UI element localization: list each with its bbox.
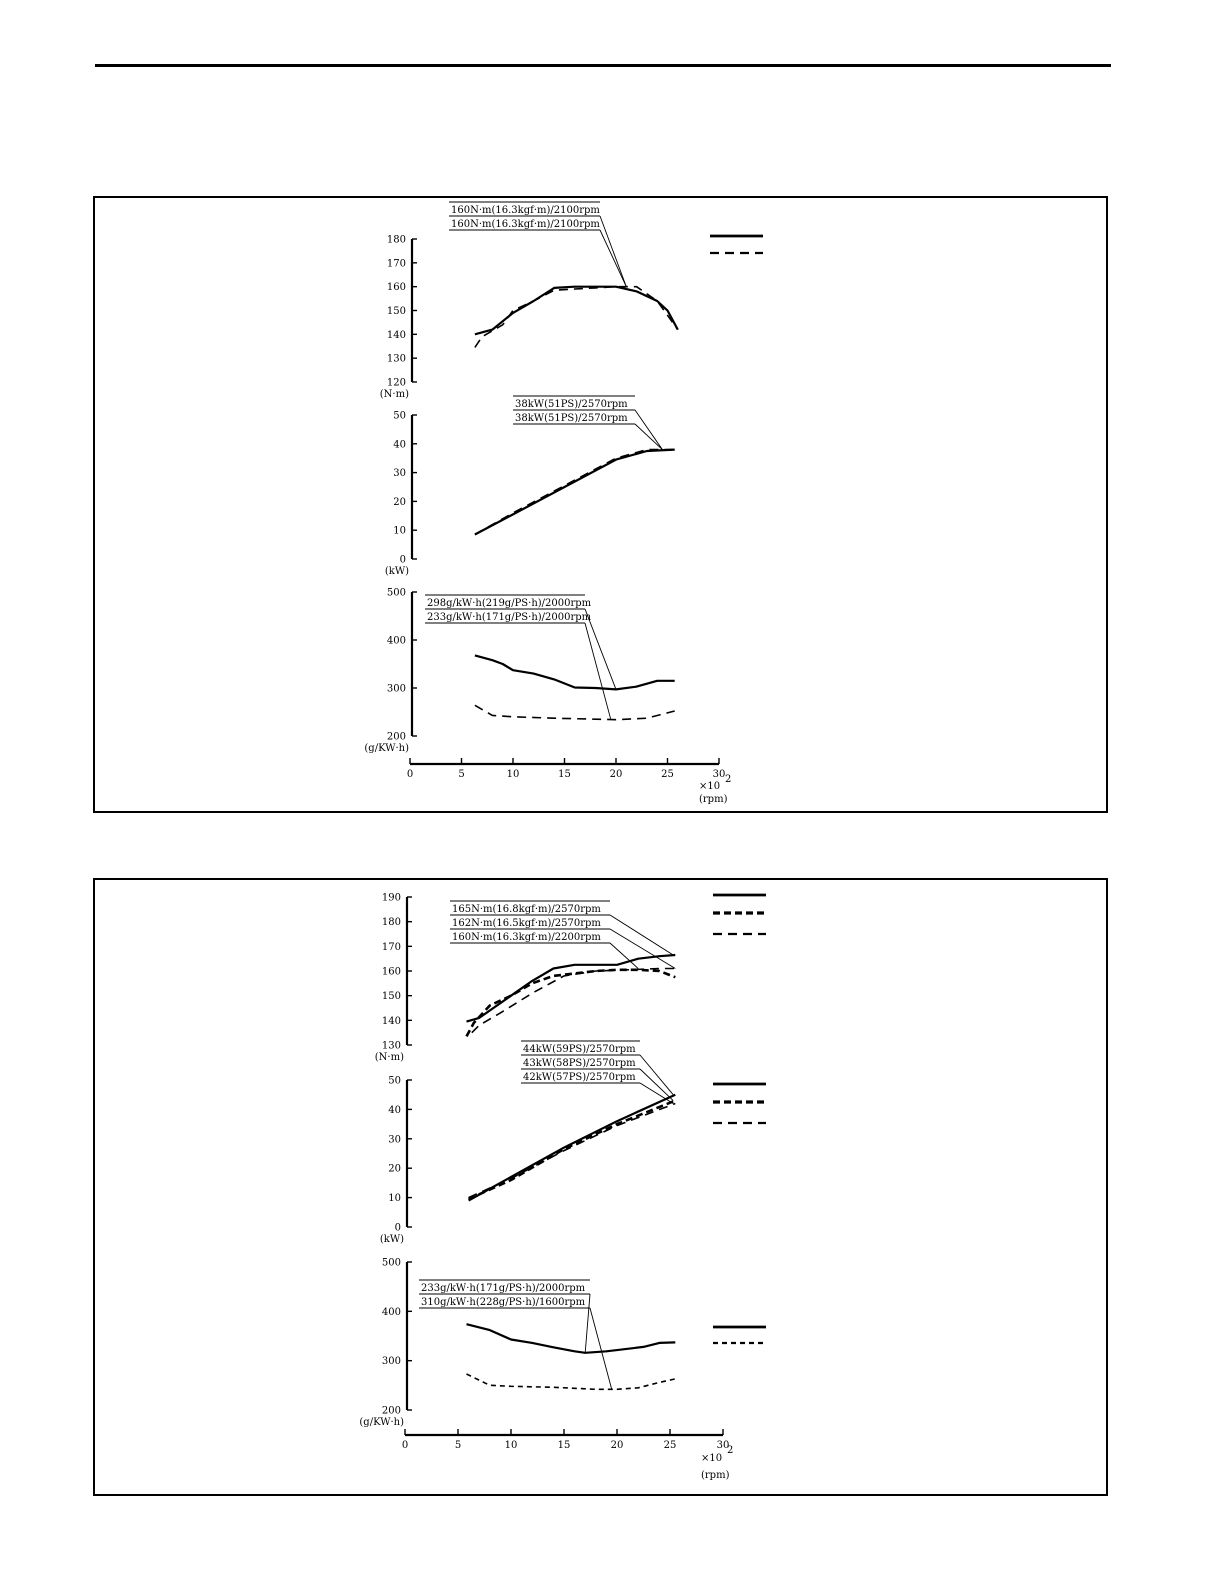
series-line-torque-2: [467, 970, 676, 1037]
x-tick-label: 10: [506, 769, 520, 780]
y-tick-label: 130: [381, 1040, 401, 1052]
series-line-bsfc-1: [475, 655, 675, 689]
x-unit-label: (rpm): [699, 794, 728, 805]
y-tick-label: 140: [386, 329, 406, 341]
x-multiplier: ×10: [699, 781, 721, 792]
y-tick-label: 300: [386, 683, 406, 695]
callout-label: 160N·m(16.3kgf·m)/2100rpm: [451, 205, 600, 216]
x-tick-label: 5: [458, 769, 465, 780]
chart-1-svg: [95, 198, 1106, 811]
y-tick-label: 400: [386, 635, 406, 647]
callout-leader: [640, 1083, 673, 1104]
y-tick-label: 30: [388, 1134, 401, 1146]
y-tick-label: 180: [381, 917, 401, 929]
y-tick-label: 130: [386, 353, 406, 365]
series-line-power-1: [475, 450, 675, 535]
callout-label: 160N·m(16.3kgf·m)/2100rpm: [451, 219, 600, 230]
x-multiplier-exponent: 2: [725, 774, 732, 785]
x-tick-label: 30: [712, 769, 726, 780]
x-tick-label: 15: [558, 769, 571, 780]
y-tick-label: 170: [386, 258, 406, 270]
series-line-torque-1: [467, 955, 676, 1022]
callout-label: 310g/kW·h(228g/PS·h)/1600rpm: [421, 1297, 586, 1308]
callout-leader: [640, 1055, 673, 1095]
series-line-bsfc-1: [467, 1324, 676, 1353]
callout-leader: [635, 410, 662, 450]
x-tick-label: 15: [557, 1440, 571, 1451]
y-tick-label: 20: [388, 1163, 401, 1175]
callout-label: 165N·m(16.8kgf·m)/2570rpm: [452, 904, 601, 915]
y-tick-label: 160: [386, 282, 406, 294]
x-tick-label: 10: [504, 1440, 518, 1451]
x-multiplier-exponent: 2: [727, 1445, 734, 1456]
callout-label: 233g/kW·h(171g/PS·h)/2000rpm: [427, 612, 592, 623]
callout-leader: [610, 929, 675, 969]
callout-label: 43kW(58PS)/2570rpm: [523, 1058, 636, 1069]
x-tick-label: 5: [454, 1440, 462, 1451]
y-tick-label: 30: [393, 468, 406, 480]
y-tick-label: 10: [393, 525, 406, 537]
y-tick-label: 140: [381, 1015, 401, 1027]
y-unit-label: (kW): [384, 566, 409, 577]
x-tick-label: 20: [610, 1440, 624, 1451]
y-unit-label: (N·m): [379, 389, 409, 400]
callout-label: 38kW(51PS)/2570rpm: [515, 413, 628, 424]
x-tick-label: 25: [661, 769, 674, 780]
y-tick-label: 150: [381, 991, 401, 1003]
callout-label: 162N·m(16.5kgf·m)/2570rpm: [452, 918, 601, 929]
y-tick-label: 50: [388, 1075, 401, 1087]
callout-label: 38kW(51PS)/2570rpm: [515, 399, 628, 410]
y-tick-label: 0: [399, 554, 406, 566]
callout-leader: [585, 1294, 590, 1353]
y-tick-label: 150: [386, 306, 406, 317]
series-line-power-3: [469, 1104, 676, 1198]
callout-leader: [640, 1069, 673, 1101]
y-tick-label: 170: [381, 941, 401, 953]
y-unit-label: (N·m): [374, 1052, 404, 1063]
y-tick-label: 50: [393, 410, 406, 422]
callout-leader: [600, 216, 626, 287]
page-header-rule: [95, 64, 1111, 67]
y-tick-label: 200: [386, 731, 406, 743]
y-unit-label: (g/KW·h): [364, 743, 409, 754]
x-tick-label: 0: [406, 769, 414, 780]
x-tick-label: 25: [663, 1440, 677, 1451]
y-tick-label: 160: [381, 966, 401, 978]
callout-leader: [600, 230, 626, 287]
x-tick-label: 0: [401, 1440, 409, 1451]
y-tick-label: 120: [386, 377, 406, 389]
callout-leader: [590, 1308, 612, 1389]
chart-panel-1: [93, 196, 1108, 813]
y-tick-label: 500: [381, 1257, 401, 1269]
callout-label: 42kW(57PS)/2570rpm: [523, 1072, 636, 1083]
y-tick-label: 10: [388, 1193, 401, 1205]
x-unit-label: (rpm): [701, 1470, 730, 1481]
x-tick-label: 20: [609, 769, 623, 780]
callout-label: 160N·m(16.3kgf·m)/2200rpm: [452, 932, 601, 943]
y-unit-label: (kW): [379, 1234, 404, 1245]
y-tick-label: 500: [386, 587, 406, 599]
y-tick-label: 20: [393, 496, 406, 508]
y-tick-label: 200: [381, 1405, 401, 1417]
callout-leader: [585, 623, 611, 720]
y-unit-label: (g/KW·h): [359, 1417, 404, 1428]
callout-label: 233g/kW·h(171g/PS·h)/2000rpm: [421, 1283, 586, 1294]
chart-2-svg: [95, 880, 1106, 1494]
y-tick-label: 0: [394, 1222, 401, 1234]
y-tick-label: 300: [381, 1356, 401, 1368]
y-tick-label: 40: [393, 439, 406, 451]
series-line-bsfc-2: [467, 1374, 676, 1389]
x-multiplier: ×10: [701, 1453, 723, 1464]
callout-label: 44kW(59PS)/2570rpm: [523, 1044, 636, 1055]
callout-leader: [635, 424, 662, 450]
y-tick-label: 40: [388, 1104, 401, 1116]
chart-panel-2: [93, 878, 1108, 1496]
y-tick-label: 180: [386, 234, 406, 246]
series-line-power-2: [475, 450, 675, 535]
y-tick-label: 190: [381, 892, 401, 904]
x-tick-label: 30: [716, 1440, 730, 1451]
series-line-bsfc-2: [475, 705, 675, 719]
y-tick-label: 400: [381, 1306, 401, 1318]
callout-label: 298g/kW·h(219g/PS·h)/2000rpm: [427, 598, 592, 609]
